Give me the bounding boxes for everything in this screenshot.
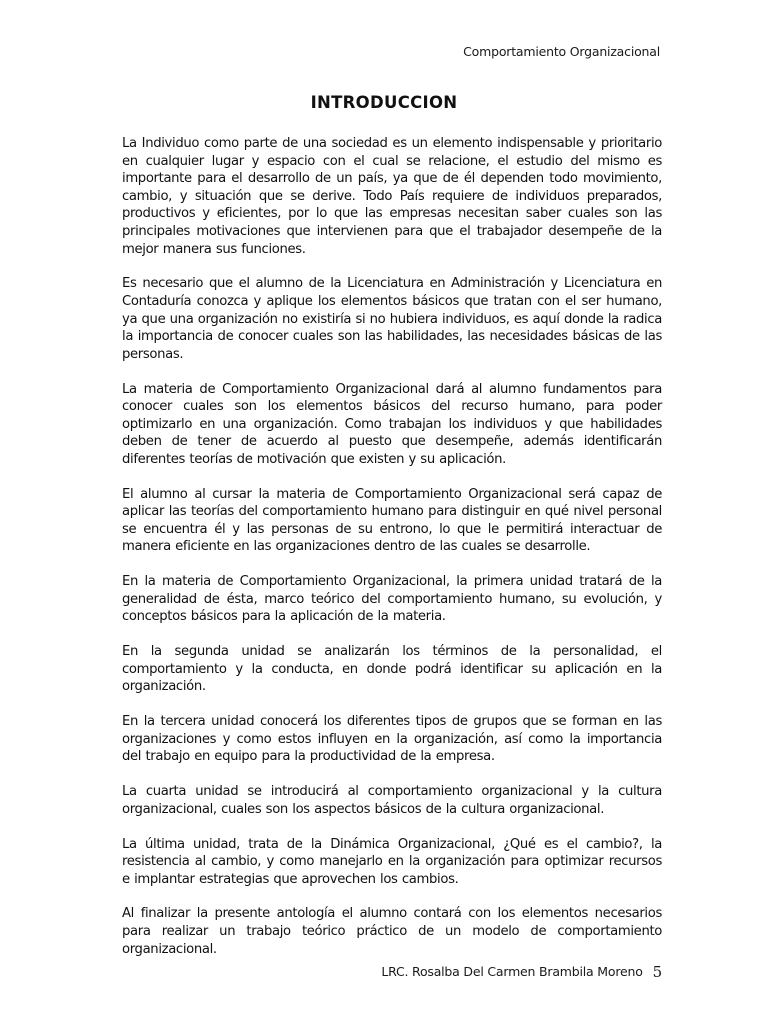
paragraph-1: La Individuo como parte de una sociedad es un elemento indispensable y prioritario en cualquier lugar y espacio con el cual se relacione, el estudio del mismo es importante para el desarrollo de un país, ya que de él dependen todo movimiento, cambio, y situación que se derive. Todo País requiere de individuos preparados, productivos y eficientes, por lo que las empresas necesitan saber cuales son las principales motivaciones que intervienen para que el trabajador desempeñe de la mejor manera sus funciones. — [122, 136, 662, 257]
paragraph-6: En la segunda unidad se analizarán los términos de la personalidad, el comportamiento y la conducta, en donde podrá identificar su aplicación en la organización. — [122, 644, 662, 695]
paragraph-9: La última unidad, trata de la Dinámica Organizacional, ¿Qué es el cambio?, la resistencia al cambio, y como manejarlo en la organización para optimizar recursos e implantar estrategias que aprovechen los cambios. — [122, 836, 662, 887]
paragraph-3: La materia de Comportamiento Organizacional dará al alumno fundamentos para conocer cuales son los elementos básicos del recurso humano, para poder optimizarlo en una organización. Como trabajan los individuos y que habilidades deben de tener de acuerdo al puesto que desempeñe, además identificarán diferentes teorías de motivación que existen y su aplicación. — [122, 381, 662, 467]
page-number: 5 — [652, 963, 662, 981]
paragraph-7: En la tercera unidad conocerá los diferentes tipos de grupos que se forman en las organizaciones y como estos influyen en la organización, así como la importancia del trabajo en equipo para la productividad de la empresa. — [122, 714, 662, 765]
paragraph-8: La cuarta unidad se introducirá al comportamiento organizacional y la cultura organizacional, cuales son los aspectos básicos de la cultura organizacional. — [122, 784, 662, 817]
footer-author: LRC. Rosalba Del Carmen Brambila Moreno — [381, 964, 643, 979]
running-header: Comportamiento Organizacional — [463, 44, 660, 59]
page-footer — [381, 963, 662, 981]
paragraph-5: En la materia de Comportamiento Organizacional, la primera unidad tratará de la generalidad de ésta, marco teórico del comportamiento humano, su evolución, y conceptos básicos para la aplicación de la materia. — [122, 574, 662, 625]
paragraph-10: Al finalizar la presente antología el alumno contará con los elementos necesarios para realizar un trabajo teórico práctico de un modelo de comportamiento organizacional. — [122, 906, 662, 957]
page-title: INTRODUCCION — [310, 93, 458, 112]
body-text — [122, 135, 662, 975]
paragraph-2: Es necesario que el alumno de la Licenciatura en Administración y Licenciatura en Contaduría conozca y aplique los elementos básicos que tratan con el ser humano, ya que una organización no existiría si no hubiera individuos, es aquí donde la radica la importancia de conocer cuales son las habilidades, las necesidades básicas de las personas. — [122, 276, 662, 362]
paragraph-4: El alumno al cursar la materia de Comportamiento Organizacional será capaz de aplicar las teorías del comportamiento humano para distinguir en qué nivel personal se encuentra él y las personas de su entrono, lo que le permitirá interactuar de manera eficiente en las organizaciones dentro de las cuales se desarrolle. — [122, 486, 662, 555]
